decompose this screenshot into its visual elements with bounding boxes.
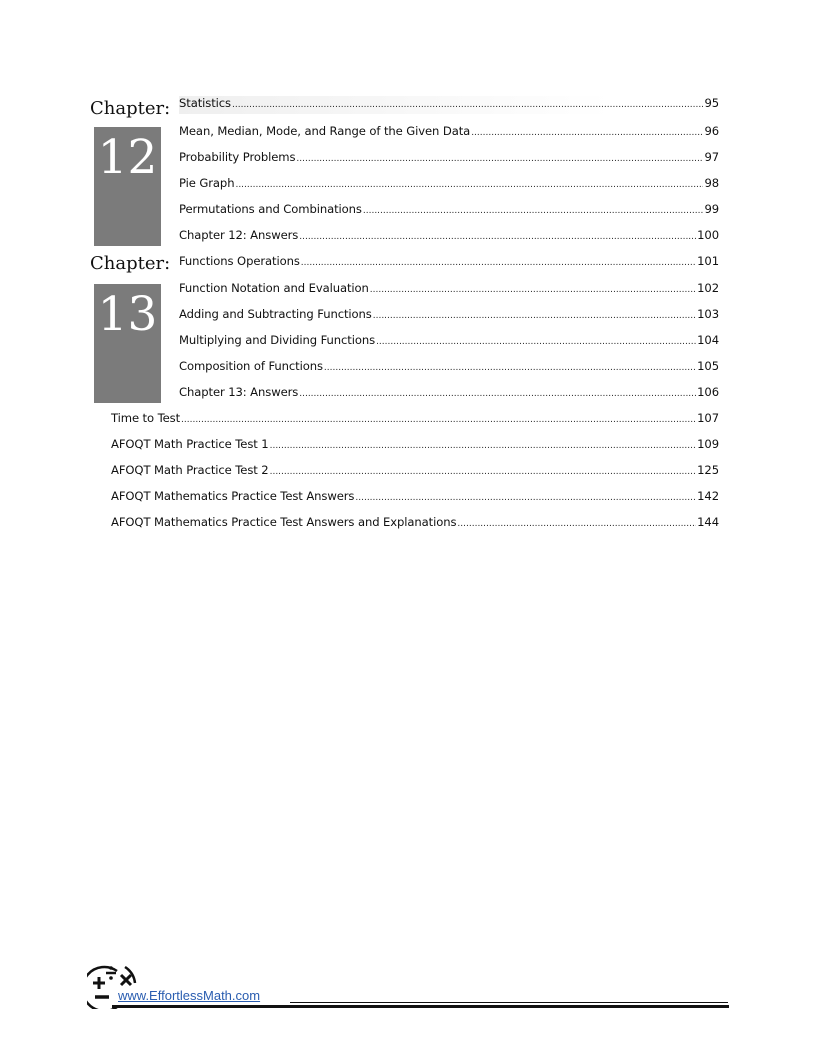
leader-dots	[363, 206, 704, 216]
toc-entry-chapter-12-answers[interactable]	[179, 228, 719, 246]
toc-entry-probability-problems[interactable]	[179, 150, 719, 168]
toc-entry-practice-test-2[interactable]	[111, 463, 719, 481]
toc-entry-title: AFOQT Math Practice Test 2	[111, 463, 269, 477]
leader-dots	[373, 311, 696, 321]
leader-dots	[181, 415, 696, 425]
toc-entry-mean-median-mode[interactable]	[179, 124, 719, 142]
leader-dots	[235, 180, 703, 190]
toc-entry-adding-subtracting-functions[interactable]	[179, 307, 719, 325]
leader-dots	[471, 128, 703, 138]
toc-entry-page: 96	[704, 124, 719, 138]
toc-entry-title: Statistics	[179, 96, 231, 110]
toc-entry-title: Functions Operations	[179, 254, 300, 268]
toc-entry-title: Time to Test	[111, 411, 181, 425]
chapter-12-badge	[94, 127, 161, 246]
toc-entry-title: Adding and Subtracting Functions	[179, 307, 372, 321]
leader-dots	[270, 467, 697, 477]
toc-entry-title: Function Notation and Evaluation	[179, 281, 369, 295]
toc-entry-time-to-test[interactable]	[111, 411, 719, 429]
toc-entry-page: 144	[697, 515, 719, 529]
toc-entry-page: 99	[704, 202, 719, 216]
toc-entry-title: Chapter 12: Answers	[179, 228, 299, 242]
toc-entry-permutations[interactable]	[179, 202, 719, 220]
toc-entry-page: 109	[697, 437, 719, 451]
chapter-13-label: Chapter:	[90, 253, 171, 274]
leader-dots	[324, 363, 696, 373]
toc-entry-page: 125	[697, 463, 719, 477]
leader-dots	[355, 493, 696, 503]
toc-entry-page: 95	[704, 96, 719, 110]
toc-entry-page: 101	[697, 254, 719, 268]
leader-dots	[296, 154, 703, 164]
toc-entry-page: 103	[697, 307, 719, 321]
toc-entry-page: 97	[704, 150, 719, 164]
chapter-12-label: Chapter:	[90, 98, 171, 119]
leader-dots	[370, 285, 696, 295]
toc-entry-page: 142	[697, 489, 719, 503]
chapter-13-number: 13	[97, 287, 158, 342]
chapter-13-badge	[94, 284, 161, 403]
toc-entry-multiplying-dividing-functions[interactable]	[179, 333, 719, 351]
leader-dots	[301, 258, 696, 268]
toc-entry-page: 98	[704, 176, 719, 190]
toc-entry-title: AFOQT Mathematics Practice Test Answers	[111, 489, 355, 503]
toc-entry-functions-operations[interactable]	[179, 254, 719, 272]
footer-divider-thin	[290, 1002, 728, 1003]
toc-entry-title: AFOQT Mathematics Practice Test Answers and Explanations	[111, 515, 457, 529]
toc-entry-title: AFOQT Math Practice Test 1	[111, 437, 269, 451]
footer-divider-thick	[112, 1005, 729, 1008]
toc-entry-answers-explanations[interactable]	[111, 515, 719, 533]
toc-entry-title: Multiplying and Dividing Functions	[179, 333, 376, 347]
toc-entry-composition-of-functions[interactable]	[179, 359, 719, 377]
leader-dots	[270, 441, 697, 451]
toc-entry-page: 105	[697, 359, 719, 373]
leader-dots	[376, 337, 696, 347]
toc-entry-statistics[interactable]	[179, 96, 719, 114]
toc-entry-page: 107	[697, 411, 719, 425]
chapter-12-number: 12	[97, 130, 158, 185]
toc-entry-practice-test-answers[interactable]	[111, 489, 719, 507]
toc-entry-title: Permutations and Combinations	[179, 202, 362, 216]
toc-entry-title: Chapter 13: Answers	[179, 385, 299, 399]
toc-entry-title: Pie Graph	[179, 176, 235, 190]
website-link[interactable]: www.EffortlessMath.com	[118, 988, 261, 1003]
toc-entry-function-notation[interactable]	[179, 281, 719, 299]
leader-dots	[299, 389, 696, 399]
toc-entry-title: Probability Problems	[179, 150, 296, 164]
toc-entry-pie-graph[interactable]	[179, 176, 719, 194]
leader-dots	[232, 100, 703, 110]
toc-entry-title: Composition of Functions	[179, 359, 323, 373]
toc-entry-page: 106	[697, 385, 719, 399]
toc-entry-page: 104	[697, 333, 719, 347]
toc-entry-page: 102	[697, 281, 719, 295]
toc-entry-chapter-13-answers[interactable]	[179, 385, 719, 403]
leader-dots	[299, 232, 696, 242]
toc-entry-title: Mean, Median, Mode, and Range of the Given Data	[179, 124, 471, 138]
toc-entry-page: 100	[697, 228, 719, 242]
toc-entry-practice-test-1[interactable]	[111, 437, 719, 455]
leader-dots	[457, 519, 696, 529]
